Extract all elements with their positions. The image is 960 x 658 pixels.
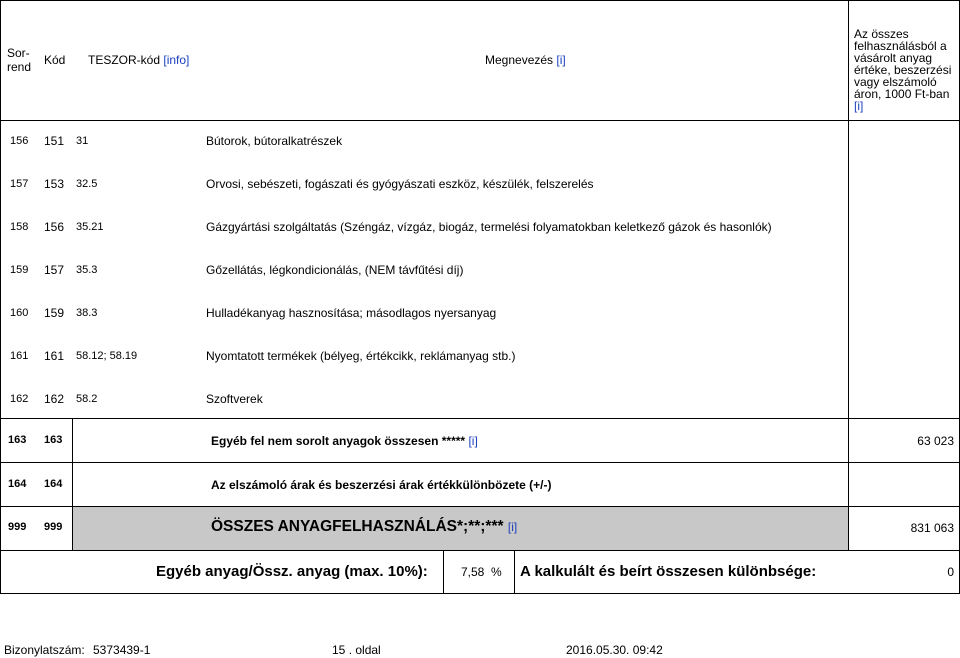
row-kod: 163 <box>44 434 63 446</box>
row-kod: 161 <box>44 349 65 363</box>
header-teszor <box>88 53 189 67</box>
row-name: Szoftverek <box>206 392 263 406</box>
header-teszor-label: TESZOR-kód <box>88 53 161 67</box>
row-kod: 157 <box>44 263 65 277</box>
row-kod: 162 <box>44 392 65 406</box>
header-sorrend: Sor- rend <box>7 46 32 74</box>
row-sorrend: 164 <box>8 478 27 490</box>
ratio-value: 7,58 <box>461 565 485 579</box>
row-name: Gőzellátás, légkondicionálás, (NEM távfűtési díj) <box>206 263 464 277</box>
teszor-info-link[interactable]: [info] <box>163 53 190 67</box>
row-sorrend: 160 <box>10 307 29 319</box>
row-sorrend: 157 <box>10 178 29 190</box>
header-value <box>854 16 951 124</box>
row-sorrend: 159 <box>10 264 29 276</box>
row-kod: 151 <box>44 134 65 148</box>
row-sorrend: 156 <box>10 135 29 147</box>
footer-bizonylat-label: Bizonylatszám: <box>4 643 85 657</box>
row-sorrend: 158 <box>10 221 29 233</box>
footer-page-word: . oldal <box>348 643 381 657</box>
header-value-label: Az összes felhasználásból a vásárolt anyag értéke, beszerzési vagy elszámoló áron, 1000 Ft-ban <box>854 27 952 101</box>
row-teszor: 58.2 <box>76 393 98 405</box>
row-teszor: 31 <box>76 135 89 147</box>
row-sorrend: 163 <box>8 434 27 446</box>
diff-value: 0 <box>947 565 954 579</box>
footer-bizonylat-value: 5373439-1 <box>93 643 151 657</box>
row-name: Nyomtatott termékek (bélyeg, értékcikk, reklámanyag stb.) <box>206 349 516 363</box>
sum163-info-link[interactable]: [i] <box>468 434 478 448</box>
row-kod: 159 <box>44 306 65 320</box>
sum-name: Egyéb fel nem sorolt anyagok összesen ***** <box>211 434 466 448</box>
row-name: Bútorok, bútoralkatrészek <box>206 134 343 148</box>
row-teszor: 38.3 <box>76 307 98 319</box>
row-name <box>211 518 517 536</box>
row-name: Gázgyártási szolgáltatás (Széngáz, vízgáz, biogáz, termelési folyamatokban keletkező gázok és hasonlók) <box>206 220 772 234</box>
header-megnevezes-label: Megnevezés <box>485 53 554 67</box>
header-megnevezes <box>485 53 566 67</box>
megnevezes-info-link[interactable]: [i] <box>556 53 566 67</box>
row-kod: 153 <box>44 177 65 191</box>
footer-page <box>332 643 381 657</box>
row-kod: 156 <box>44 220 65 234</box>
row-teszor: 35.3 <box>76 264 98 276</box>
row-name: Az elszámoló árak és beszerzési árak értékkülönbözete (+/-) <box>211 478 552 492</box>
value-info-link[interactable]: [i] <box>854 99 864 113</box>
footer-page-number: 15 <box>332 643 346 657</box>
row-sorrend: 162 <box>10 393 29 405</box>
ratio-label: Egyéb anyag/Össz. anyag (max. 10%): <box>156 563 428 580</box>
row-teszor: 35.21 <box>76 221 104 233</box>
row-name: Orvosi, sebészeti, fogászati és gyógyászati eszköz, készülék, felszerelés <box>206 177 594 191</box>
row-teszor: 32.5 <box>76 178 98 190</box>
sum-name: ÖSSZES ANYAGFELHASZNÁLÁS*;**;*** <box>211 518 504 535</box>
sum999-info-link[interactable]: [i] <box>507 520 518 534</box>
row-sorrend: 999 <box>8 521 27 533</box>
footer-datetime: 2016.05.30. 09:42 <box>566 643 663 657</box>
row-value: 831 063 <box>910 521 954 535</box>
row-kod: 999 <box>44 521 63 533</box>
row-sorrend: 161 <box>10 350 29 362</box>
ratio-unit: % <box>491 565 502 579</box>
row-name <box>211 434 478 448</box>
row-teszor: 58.12; 58.19 <box>76 350 138 362</box>
row-kod: 164 <box>44 478 63 490</box>
header-kod: Kód <box>44 53 66 67</box>
row-name: Hulladékanyag hasznosítása; másodlagos nyersanyag <box>206 306 497 320</box>
row-value: 63 023 <box>917 434 954 448</box>
diff-label: A kalkulált és beírt összesen különbsége: <box>520 563 817 580</box>
